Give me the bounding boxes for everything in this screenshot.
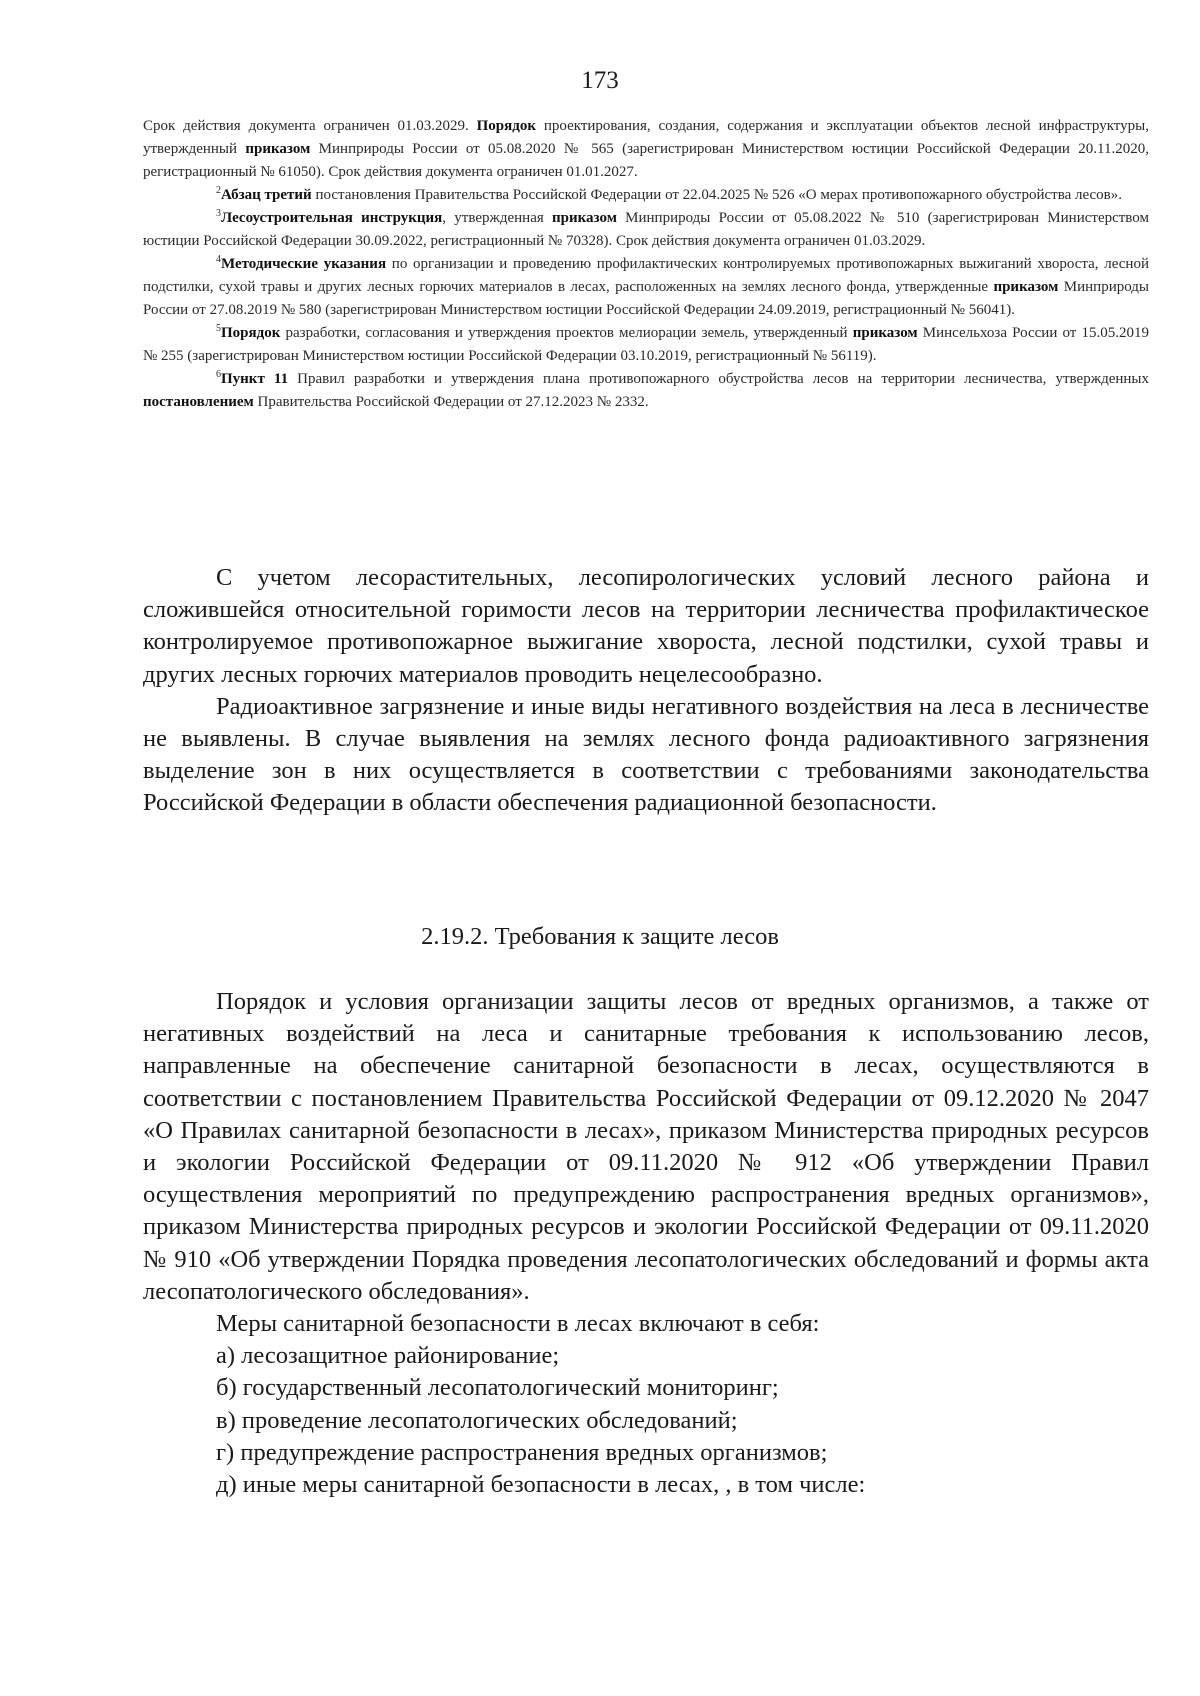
footnote-mark: 5 — [216, 323, 221, 334]
paragraph-forest-protection: Порядок и условия организации защиты лесов от вредных организмов, а также от негативных воздействий на леса и санитарные требования к использованию лесов, направленные на обеспечение санитарной безопасности в лесах, осуществляются в соответствии с постановлением Правительства Российской Федерации от 09.12.2020 № 2047 «О Правилах санитарной безопасности в лесах», приказом Министерства природных ресурсов и экологии Российской Федерации от 09.11.2020 № 912 «Об утверждении Правил осуществления мероприятий по предупреждению распространения вредных организмов», приказом Министерства природных ресурсов и экологии Российской Федерации от 09.11.2020 № 910 «Об утверждении Порядка проведения лесопатологических обследований и формы акта лесопатологического обследования». — [143, 988, 1149, 1305]
footnote-mark: 4 — [216, 254, 221, 265]
footnote-4: $^4$Методические указания по организации и проведению профилактических контролируемых противопожарных выжиганий хвороста, лесной подстилки, сухой травы и других лесных горючих материалов в лесах, расположенных на землях лесного фонда, утвержденные приказом Минприроды России от 27.08.2019 № 580 (зарегистрирован Министерством юстиции Российской Федерации 24.09.2019, регистрационный № 56041). — [143, 254, 1149, 318]
footnotes-block — [143, 115, 1149, 414]
paragraph-radioactive: Радиоактивное загрязнение и иные виды негативного воздействия на леса в лесничестве не выявлены. В случае выявления на землях лесного фонда радиоактивного загрязнения выделение зон в них осуществляется в соответствии с требованиями законодательства Российской Федерации в области обеспечения радиационной безопасности. — [143, 692, 1149, 817]
list-item: г) предупреждение распространения вредных организмов; — [216, 1438, 828, 1466]
footnote-mark: 2 — [216, 185, 221, 196]
footnote-mark: 3 — [216, 208, 221, 219]
paragraph-fire-burning: С учетом лесорастительных, лесопирологических условий лесного района и сложившейся относительной горимости лесов на территории лесничества профилактическое контролируемое противопожарное выжигание хвороста, лесной подстилки, сухой травы и других лесных горючих материалов проводить нецелесообразно. — [143, 564, 1149, 688]
footnote-1-continuation: Срок действия документа ограничен 01.03.2029. Порядок проектирования, создания, содержания и эксплуатации объектов лесной инфраструктуры, утвержденный приказом Минприроды России от 05.08.2020 № 565 (зарегистрирован Министерством юстиции Российской Федерации 20.11.2020, регистрационный № 61050). Срок действия документа ограничен 01.01.2027. — [143, 118, 1149, 180]
section-heading: 2.19.2. Требования к защите лесов — [421, 923, 779, 950]
body-text-lower — [143, 986, 1149, 1501]
list-intro: Меры санитарной безопасности в лесах включают в себя: — [216, 1310, 820, 1338]
footnote-3: $^3$Лесоустроительная инструкция, утвержденная приказом Минприроды России от 05.08.2022 № 510 (зарегистрирован Министерством юстиции Российской Федерации 30.09.2022, регистрационный № 70328). Срок действия документа ограничен 01.03.2029. — [143, 208, 1149, 249]
page-number: 173 — [581, 67, 619, 94]
list-item: а) лесозащитное районирование; — [216, 1342, 560, 1370]
list-item: в) проведение лесопатологических обследований; — [216, 1406, 738, 1434]
list-item: д) иные меры санитарной безопасности в лесах, , в том числе: — [216, 1471, 866, 1499]
footnote-2: $^2$Абзац третий постановления Правительства Российской Федерации от 22.04.2025 № 526 «О мерах противопожарного обустройства лесов». — [216, 185, 1123, 203]
footnote-mark: 6 — [216, 369, 221, 380]
body-text-upper — [143, 562, 1149, 820]
footnote-6: $^6$Пункт 11 Правил разработки и утверждения плана противопожарного обустройства лесов на территории лесничества, утвержденных постановлением Правительства Российской Федерации от 27.12.2023 № 2332. — [143, 369, 1149, 410]
list-item: б) государственный лесопатологический мониторинг; — [216, 1374, 779, 1402]
footnote-5: $^5$Порядок разработки, согласования и утверждения проектов мелиорации земель, утвержденный приказом Минсельхоза России от 15.05.2019 № 255 (зарегистрирован Министерством юстиции Российской Федерации 03.10.2019, регистрационный № 56119). — [143, 323, 1149, 364]
